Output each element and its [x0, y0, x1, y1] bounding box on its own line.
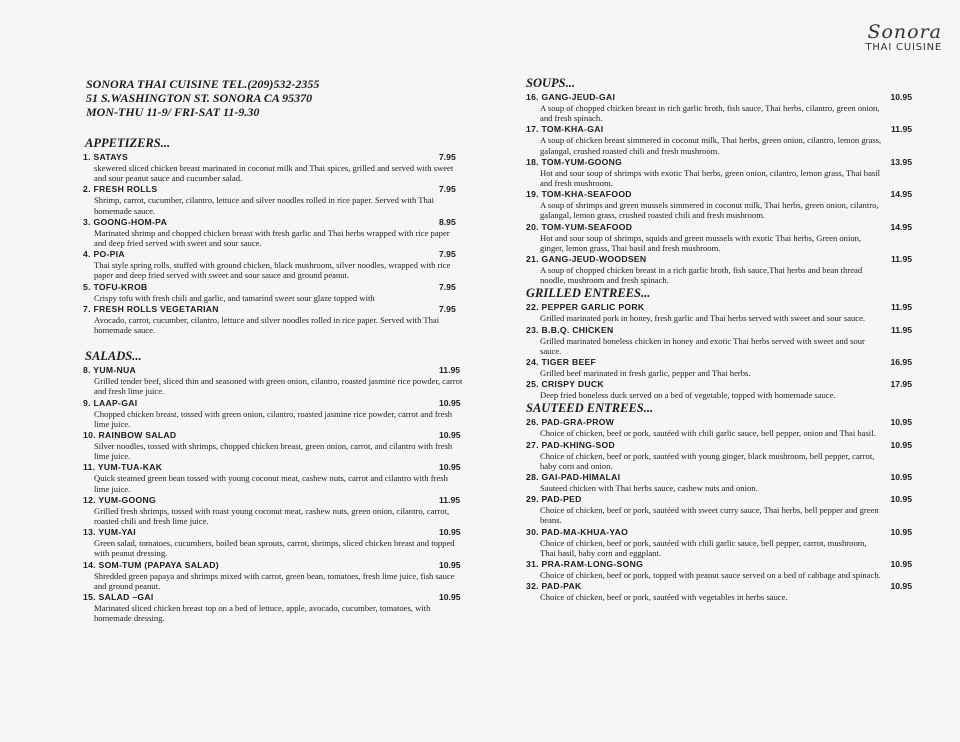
menu-item-price: 10.95	[890, 494, 912, 505]
menu-item-description: Grilled tender beef, sliced thin and seasoned with green onion, cilantro, roasted jasmine rice powder, carrot and fresh lime juice.	[94, 376, 463, 397]
menu-item-name: 29. PAD-PED	[526, 494, 582, 505]
menu-item-price: 10.95	[890, 526, 912, 537]
menu-item-description: Chopped chicken breast, tossed with green onion, cilantro, roasted jasmine rice powder, carrot and fresh lime juice.	[94, 408, 453, 429]
menu-item-price: 7.95	[439, 249, 456, 260]
menu-item-name: 7. FRESH ROLLS VEGETARIAN	[83, 303, 219, 314]
restaurant-info	[86, 77, 319, 119]
menu-item-description: Thai style spring rolls, stuffed with ground chicken, black mushroom, silver noodles, wrapped with rice paper and deep fried served with sweet and sour sauce and ground peanut.	[94, 260, 451, 281]
menu-item-name: 4. PO-PIA	[83, 249, 125, 260]
menu-item-name: 14. SOM-TUM (PAPAYA SALAD)	[83, 559, 219, 570]
menu-item	[526, 440, 912, 471]
menu-item-description: Choice of chicken, beef or pork, topped with peanut sauce served on a bed of cabbage and spinach.	[540, 570, 881, 581]
menu-item-name: 5. TOFU-KROB	[83, 281, 148, 292]
menu-item-name: 19. TOM-KHA-SEAFOOD	[526, 189, 632, 200]
menu-item-price: 10.95	[890, 92, 912, 102]
menu-item-name: 17. TOM-KHA-GAI	[526, 124, 604, 135]
menu-item-description: Silver noodles, tossed with shrimps, chopped chicken breast, green onion, carrot, and cilantro with fresh lime juice.	[94, 441, 453, 462]
brand-name: Sonora	[867, 21, 942, 43]
menu-item-name: 13. YUM-YAI	[83, 527, 136, 538]
menu-item-price: 7.95	[439, 281, 456, 292]
menu-item-price: 10.95	[439, 462, 461, 473]
menu-item-price: 10.95	[890, 472, 912, 483]
menu-item-price: 10.95	[439, 592, 461, 603]
menu-item-description: A soup of chopped chicken breast in rich garlic broth, fish sauce, Thai herbs, cilantro, green onion, and fresh spinach.	[540, 103, 880, 124]
menu-item-price: 14.95	[890, 221, 912, 232]
menu-item-price: 7.95	[439, 184, 456, 195]
menu-item-name: 10. RAINBOW SALAD	[83, 430, 177, 441]
menu-item	[526, 379, 912, 400]
menu-item-price: 11.95	[439, 494, 461, 505]
menu-item	[83, 282, 463, 303]
menu-item	[526, 157, 912, 188]
menu-item-price: 11.95	[890, 254, 912, 265]
menu-item-name: 32. PAD-PAK	[526, 581, 582, 592]
menu-item	[526, 302, 912, 323]
menu-item-price: 11.95	[890, 124, 912, 135]
menu-item-name: 2. FRESH ROLLS	[83, 184, 158, 195]
menu-item-name: 16. GANG-JEUD-GAI	[526, 92, 616, 102]
menu-item-name: 31. PRA-RAM-LONG-SONG	[526, 559, 644, 570]
menu-item-name: 27. PAD-KHING-SOD	[526, 439, 615, 450]
menu-item-description: Grilled fresh shrimps, tossed with roast young coconut meat, cashew nuts, green onion, cilantro, carrot, roasted chili and fresh lime juice.	[94, 505, 450, 527]
menu-item	[526, 357, 912, 378]
menu-item	[526, 417, 912, 438]
info-line-address: 51 S.WASHINGTON ST. SONORA CA 95370	[86, 91, 313, 105]
menu-section-appetizers	[83, 136, 463, 335]
menu-item-description: A soup of shrimps and green mussels simmered in coconut milk, Thai herbs, green onion, cilantro, galangal, lemon grass, crushed roasted chili and fresh mushroom.	[540, 200, 879, 221]
menu-item-price: 10.95	[890, 559, 912, 570]
menu-item-name: 12. YUM-GOONG	[83, 494, 156, 505]
section-title: SOUPS...	[526, 76, 575, 90]
menu-item-price: 17.95	[890, 379, 912, 390]
menu-item-description: Choice of chicken, beef or pork, sautéed with chili garlic sauce, bell pepper, onion and Thai basil.	[540, 428, 876, 439]
menu-item-name: 18. TOM-YUM-GOONG	[526, 156, 623, 167]
menu-item	[83, 365, 463, 396]
menu-item-name: 8. YUM-NUA	[83, 365, 136, 376]
menu-section-salads	[83, 349, 463, 623]
menu-item	[526, 527, 912, 558]
menu-item	[83, 560, 463, 591]
left-column	[83, 136, 463, 624]
menu-item-name: 11. YUM-TUA-KAK	[83, 462, 163, 473]
menu-item-description: Choice of chicken, beef or pork, sautéed with chili garlic sauce, bell pepper, carrot, mushroom, Thai basil, baby corn and eggplant.	[540, 537, 867, 558]
menu-item	[526, 559, 912, 580]
menu-item-description: Green salad, tomatoes, cucumbers, boiled bean sprouts, carrot, shrimps, sliced chicken breast and topped with peanut dressing.	[94, 538, 455, 559]
menu-item-price: 10.95	[439, 430, 461, 441]
menu-item-name: 3. GOONG-HOM-PA	[83, 216, 168, 227]
menu-item-price: 11.95	[439, 365, 461, 376]
menu-item-name: 24. TIGER BEEF	[526, 357, 597, 368]
menu-item-description: Grilled marinated pork in honey, fresh garlic and Thai herbs served with sweet and sour sauce.	[540, 313, 866, 324]
menu-item	[526, 494, 912, 525]
menu-item-name: 21. GANG-JEUD-WOODSEN	[526, 254, 647, 265]
menu-item	[83, 527, 463, 558]
info-line-hours: MON-THU 11-9/ FRI-SAT 11-9.30	[86, 105, 260, 119]
menu-item	[526, 92, 912, 123]
menu-item-price: 10.95	[890, 417, 912, 428]
menu-item	[526, 254, 912, 285]
menu-item-name: 9. LAAP-GAI	[83, 397, 138, 408]
menu-item-description: Quick steamed green bean tossed with young coconut meat, cashew nuts, carrot and cilantro with fresh lime juice.	[94, 473, 448, 494]
menu-item-description: Sauteed chicken with Thai herbs sauce, cashew nuts and onion.	[540, 483, 758, 494]
menu-item-description: Marinated sliced chicken breast top on a bed of lettuce, apple, avocado, cucumber, tomatoes, with homemade dressing.	[94, 603, 431, 624]
menu-item-description: Hot and sour soup of shrimps with exotic Thai herbs, green onion, cilantro, lemon grass, Thai basil and fresh mushroom.	[540, 167, 881, 189]
menu-item-price: 13.95	[890, 156, 912, 167]
menu-item-price: 7.95	[439, 152, 456, 162]
menu-item	[526, 581, 912, 602]
info-line-contact: SONORA THAI CUISINE TEL.(209)532-2355	[86, 77, 320, 91]
section-title: APPETIZERS...	[85, 136, 171, 150]
menu-item	[83, 398, 463, 429]
menu-item	[526, 124, 912, 155]
menu-item-description: Shredded green papaya and shrimps mixed with carrot, green bean, tomatoes, fresh lime juice, fish sauce and ground peanut.	[94, 570, 455, 591]
menu-item-name: 30. PAD-MA-KHUA-YAO	[526, 526, 629, 537]
menu-item-price: 7.95	[439, 303, 456, 314]
menu-section-soups	[526, 76, 912, 285]
menu-item	[526, 325, 912, 356]
menu-item-price: 10.95	[439, 559, 461, 570]
menu-item-name: 15. SALAD –GAI	[83, 592, 154, 603]
menu-item-name: 1. SATAYS	[83, 152, 129, 162]
menu-item	[83, 152, 463, 183]
menu-item-description: Choice of chicken, beef or pork, sautéed with young ginger, black mushroom, bell pepper, carrot, baby corn and onion.	[540, 450, 875, 471]
menu-item	[83, 304, 463, 335]
menu-item-description: Grilled beef marinated in fresh garlic, pepper and Thai herbs.	[540, 368, 751, 379]
menu-item	[83, 184, 463, 215]
menu-item-price: 10.95	[890, 439, 912, 450]
menu-item-description: Avocado, carrot, cucumber, cilantro, lettuce and silver noodles rolled in rice paper. Served with Thai homemade sauce.	[94, 314, 440, 336]
menu-item-name: 20. TOM-YUM-SEAFOOD	[526, 221, 633, 232]
menu-item	[83, 217, 463, 248]
menu-item-description: Crispy tofu with fresh chili and garlic, and tamarind sweet sour glaze topped with	[94, 292, 375, 303]
menu-item-price: 10.95	[439, 527, 461, 538]
menu-item-name: 26. PAD-GRA-PROW	[526, 417, 615, 428]
menu-item-description: Choice of chicken, beef or pork, sautéed with vegetables in herbs sauce.	[540, 592, 788, 603]
menu-item-description: Choice of chicken, beef or pork, sautéed with sweet curry sauce, Thai herbs, bell pepper and green beans.	[540, 505, 879, 526]
menu-item-description: Hot and sour soup of shrimps, squids and green mussels with exotic Thai herbs, Green onion, ginger, lemon grass, Thai basil and fresh mushroom.	[540, 232, 862, 253]
section-title: SALADS...	[85, 349, 142, 364]
menu-item	[526, 222, 912, 253]
menu-item-price: 10.95	[439, 397, 461, 408]
menu-item	[83, 249, 463, 280]
menu-item-description: skewered sliced chicken breast marinated in coconut milk and Thai spices, grilled and served with sweet and sour peanut sauce and cucumber salad.	[94, 163, 454, 184]
menu-item-description: Grilled marinated boneless chicken in honey and exotic Thai herbs served with sweet and sour sauce.	[540, 335, 865, 356]
menu-item-name: 23. B.B.Q. CHICKEN	[526, 324, 614, 335]
menu-item-description: Shrimp, carrot, cucumber, cilantro, lettuce and silver noodles rolled in rice paper. Served with Thai homemade sauce.	[94, 195, 435, 216]
menu-item-description: Deep fried boneless duck served on a bed of vegetable, topped with homemade sauce.	[540, 390, 836, 401]
section-title: SAUTEED ENTREES...	[526, 401, 654, 416]
menu-item	[83, 495, 463, 526]
menu-item	[526, 472, 912, 493]
menu-item-price: 10.95	[890, 581, 912, 592]
brand-logo	[865, 22, 942, 53]
menu-section-sauteed-entrees	[526, 401, 912, 602]
menu-section-grilled-entrees	[526, 286, 912, 400]
section-title: GRILLED ENTREES...	[526, 286, 651, 301]
menu-item-name: 22. PEPPER GARLIC PORK	[526, 302, 645, 313]
menu-item	[83, 592, 463, 623]
menu-item-name: 28. GAI-PAD-HIMALAI	[526, 472, 621, 483]
menu-item	[83, 430, 463, 461]
menu-item-price: 16.95	[890, 357, 912, 368]
menu-item-price: 14.95	[890, 189, 912, 200]
menu-item-description: Marinated shrimp and chopped chicken breast with fresh garlic and Thai herbs wrapped with rice paper and deep fried served with sweet and sour sauce.	[94, 227, 450, 249]
menu-item-price: 11.95	[890, 324, 912, 335]
brand-subtitle: THAI CUISINE	[865, 42, 942, 53]
menu-item-price: 8.95	[439, 216, 456, 227]
menu-item-price: 11.95	[890, 302, 912, 313]
menu-item	[526, 189, 912, 220]
menu-item	[83, 462, 463, 493]
menu-item-name: 25. CRISPY DUCK	[526, 379, 604, 390]
right-column	[526, 76, 912, 603]
menu-item-description: A soup of chicken breast simmered in coconut milk, Thai herbs, green onion, cilantro, lemon grass, galangal, crushed roasted chili and fresh mushroom.	[540, 135, 882, 156]
menu-item-description: A soup of chopped chicken breast in a rich garlic broth, fish sauce,Thai herbs and bean thread noodle, mushroom and fresh spinach.	[540, 265, 863, 286]
